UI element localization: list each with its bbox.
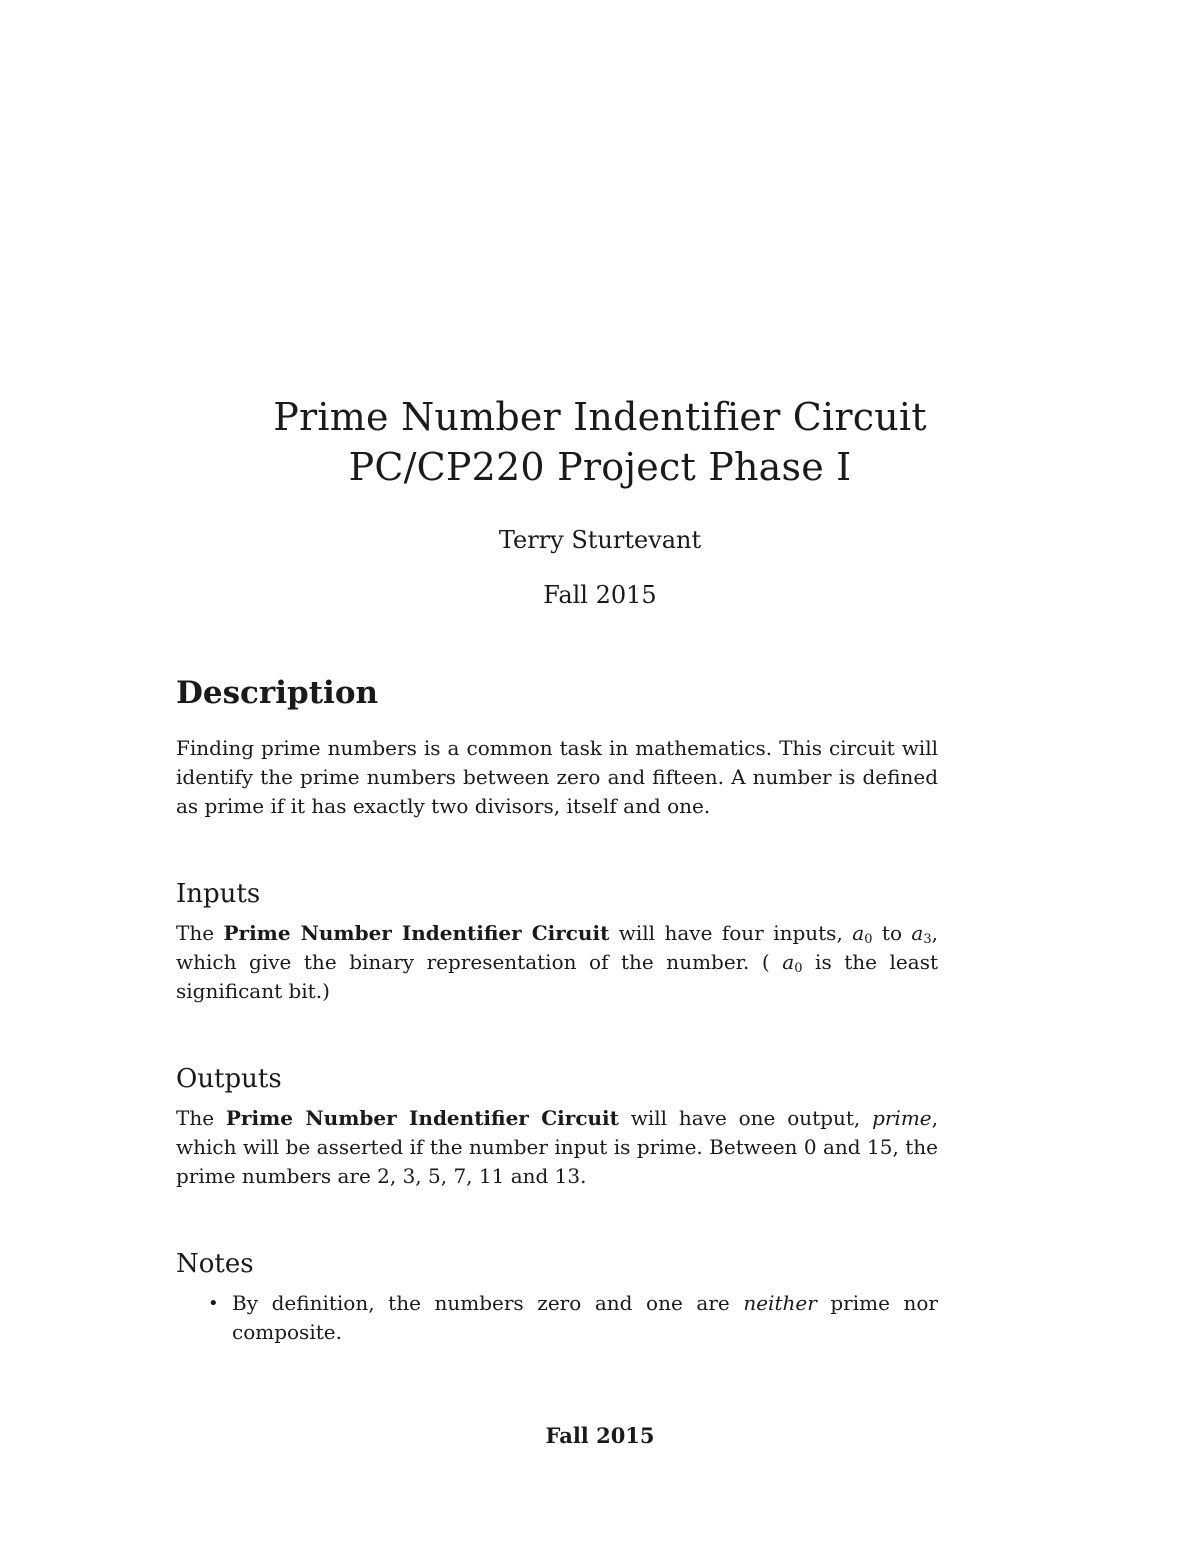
variable-a: a: [852, 921, 865, 945]
notes-heading: Notes: [176, 1249, 254, 1279]
outputs-paragraph: [176, 1104, 938, 1191]
outputs-text: , which will be asserted if the number input is prime. Between 0 and 15, the prime numbers are 2, 3, 5, 7, 11 and 13.: [176, 1106, 938, 1188]
author: Terry Sturtevant: [498, 526, 702, 554]
inputs-paragraph: [176, 919, 938, 1006]
title-line-2: PC/CP220 Project Phase I: [348, 445, 852, 489]
note-emphasis: neither: [743, 1291, 817, 1315]
bullet-icon: •: [208, 1293, 219, 1314]
circuit-name: Prime Number Indentifier Circuit: [225, 1106, 619, 1130]
inputs-text: to: [872, 921, 912, 945]
document-body: [176, 670, 938, 1347]
inputs-text: will have four inputs,: [609, 921, 853, 945]
output-name: prime: [872, 1106, 932, 1130]
list-item: [176, 1289, 938, 1347]
description-paragraph: Finding prime numbers is a common task in mathematics. This circuit will identify the prime numbers between zero and fifteen. A number is defined as prime if it has exactly two divisors, itself and one.: [176, 736, 938, 818]
subscript: 0: [864, 932, 873, 947]
variable-a: a: [911, 921, 924, 945]
subscript: 0: [794, 961, 803, 976]
page-footer: Fall 2015: [545, 1423, 655, 1448]
notes-list: [176, 1289, 938, 1347]
circuit-name: Prime Number Indentifier Circuit: [223, 921, 610, 945]
inputs-text: The: [176, 921, 224, 945]
subscript: 3: [923, 932, 932, 947]
inputs-heading: Inputs: [176, 879, 261, 909]
inputs-text: , which give the binary representation of the number. (: [176, 921, 938, 974]
note-text: By definition, the numbers zero and one are: [232, 1291, 744, 1315]
outputs-text: will have one output,: [618, 1106, 873, 1130]
outputs-text: The: [176, 1106, 226, 1130]
description-heading: Description: [176, 675, 379, 711]
note-text: prime nor composite.: [232, 1291, 938, 1344]
document-title: [0, 392, 1200, 492]
inputs-text: is the least significant bit.): [176, 950, 938, 1003]
variable-a: a: [782, 950, 795, 974]
title-line-1: Prime Number Indentifier Circuit: [273, 395, 927, 439]
outputs-heading: Outputs: [176, 1064, 282, 1094]
date: Fall 2015: [543, 581, 657, 609]
